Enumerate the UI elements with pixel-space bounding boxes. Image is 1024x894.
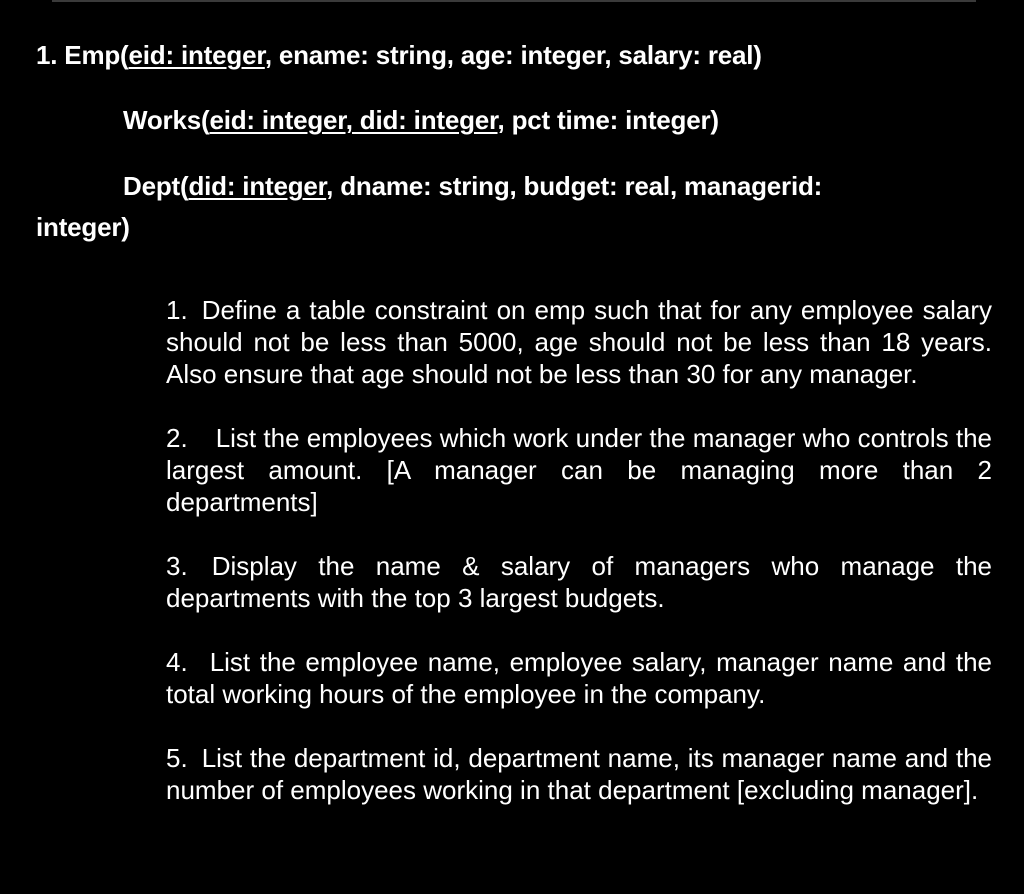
question-number: 2. [166, 423, 188, 453]
schema-emp-rest: , ename: string, age: integer, salary: real) [264, 40, 762, 70]
top-divider [52, 0, 976, 2]
question-number: 1. [166, 295, 188, 325]
question-number: 5. [166, 743, 188, 773]
question-item [166, 646, 992, 710]
schema-dept-key: did: integer [188, 171, 327, 201]
question-item [166, 742, 992, 806]
question-item [166, 294, 992, 390]
question-item [166, 550, 992, 614]
question-text: Display the name & salary of managers who manage the departments with the top 3 largest budgets. [166, 551, 992, 613]
question-item [166, 422, 992, 518]
schema-emp-key: eid: integer [128, 40, 265, 70]
schema-works-key: eid: integer, did: integer [209, 105, 498, 135]
schema-works-rest: , pct time: integer) [497, 105, 719, 135]
schema-dept-prefix: Dept( [123, 171, 189, 201]
schema-dept [123, 171, 822, 201]
question-number: 3. [166, 551, 188, 581]
schema-works [123, 105, 719, 135]
schema-dept-continuation: integer) [36, 212, 130, 242]
question-number: 4. [166, 647, 188, 677]
schema-dept-rest: , dname: string, budget: real, managerid: [326, 171, 823, 201]
schema-emp [36, 40, 762, 70]
schema-emp-prefix: 1. Emp( [36, 40, 129, 70]
question-text: List the employees which work under the manager who controls the largest amount. [A manager can be managing more than 2 departments] [166, 423, 992, 517]
question-list [166, 294, 992, 838]
question-text: Define a table constraint on emp such that for any employee salary should not be less than 5000, age should not be less than 18 years. Also ensure that age should not be less than 30 for any manager. [166, 295, 992, 389]
question-text: List the department id, department name, its manager name and the number of employees working in that department [excluding manager]. [166, 743, 992, 805]
schema-works-prefix: Works( [123, 105, 210, 135]
question-text: List the employee name, employee salary, manager name and the total working hours of the employee in the company. [166, 647, 992, 709]
